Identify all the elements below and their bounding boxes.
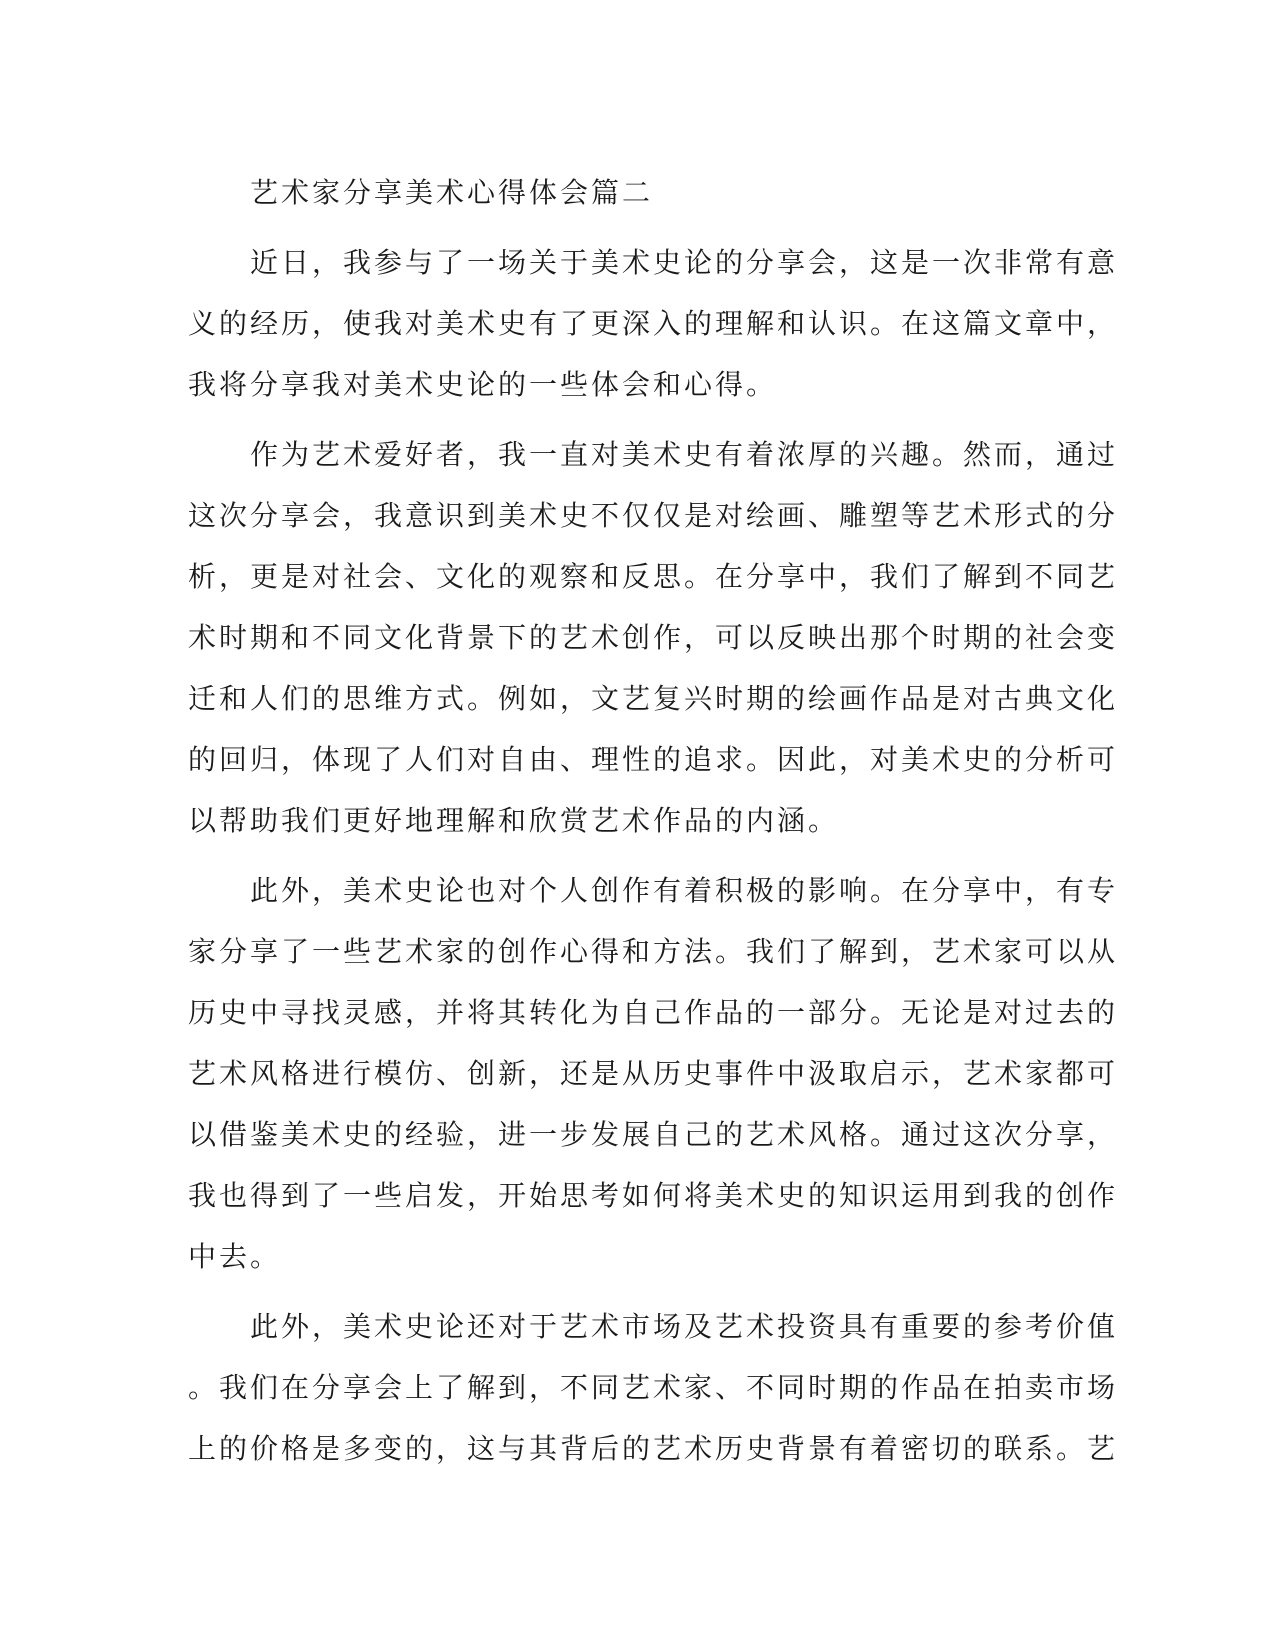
text-line: 历史中寻找灵感，并将其转化为自己作品的一部分。无论是对过去的 [188,996,1119,1029]
text-line: 我也得到了一些启发，开始思考如何将美术史的知识运用到我的创作 [188,1179,1119,1212]
paragraph-4 [188,1296,1119,1479]
text-line: 的回归，体现了人们对自由、理性的追求。因此，对美术史的分析可 [188,743,1119,776]
text-line: 这次分享会，我意识到美术史不仅仅是对绘画、雕塑等艺术形式的分 [188,499,1119,532]
text-line: 中去。 [188,1240,282,1273]
text-line: 此外，美术史论也对个人创作有着积极的影响。在分享中，有专 [188,874,1119,907]
text-line: 此外，美术史论还对于艺术市场及艺术投资具有重要的参考价值 [188,1310,1119,1343]
text-line: 作为艺术爱好者，我一直对美术史有着浓厚的兴趣。然而，通过 [188,438,1119,471]
paragraph-1 [188,232,1119,415]
text-line: 以帮助我们更好地理解和欣赏艺术作品的内涵。 [188,804,840,837]
paragraph-2 [188,424,1119,851]
text-line: 析，更是对社会、文化的观察和反思。在分享中，我们了解到不同艺 [188,560,1119,593]
text-line: 义的经历，使我对美术史有了更深入的理解和认识。在这篇文章中， [188,307,1119,340]
text-line: 近日，我参与了一场关于美术史论的分享会，这是一次非常有意 [188,246,1119,279]
text-line: 以借鉴美术史的经验，进一步发展自己的艺术风格。通过这次分享， [188,1118,1119,1151]
text-line: 术时期和不同文化背景下的艺术创作，可以反映出那个时期的社会变 [188,621,1119,654]
text-line: 家分享了一些艺术家的创作心得和方法。我们了解到，艺术家可以从 [188,935,1119,968]
document-title: 艺术家分享美术心得体会篇二 [188,176,654,209]
text-line: 我将分享我对美术史论的一些体会和心得。 [188,368,778,401]
paragraph-3 [188,860,1119,1287]
document-body [188,162,1119,1479]
text-line: 上的价格是多变的，这与其背后的艺术历史背景有着密切的联系。艺 [188,1432,1119,1465]
text-line: 迁和人们的思维方式。例如，文艺复兴时期的绘画作品是对古典文化 [188,682,1119,715]
text-line: 艺术风格进行模仿、创新，还是从历史事件中汲取启示，艺术家都可 [188,1057,1119,1090]
text-line: 。我们在分享会上了解到，不同艺术家、不同时期的作品在拍卖市场 [188,1371,1119,1404]
